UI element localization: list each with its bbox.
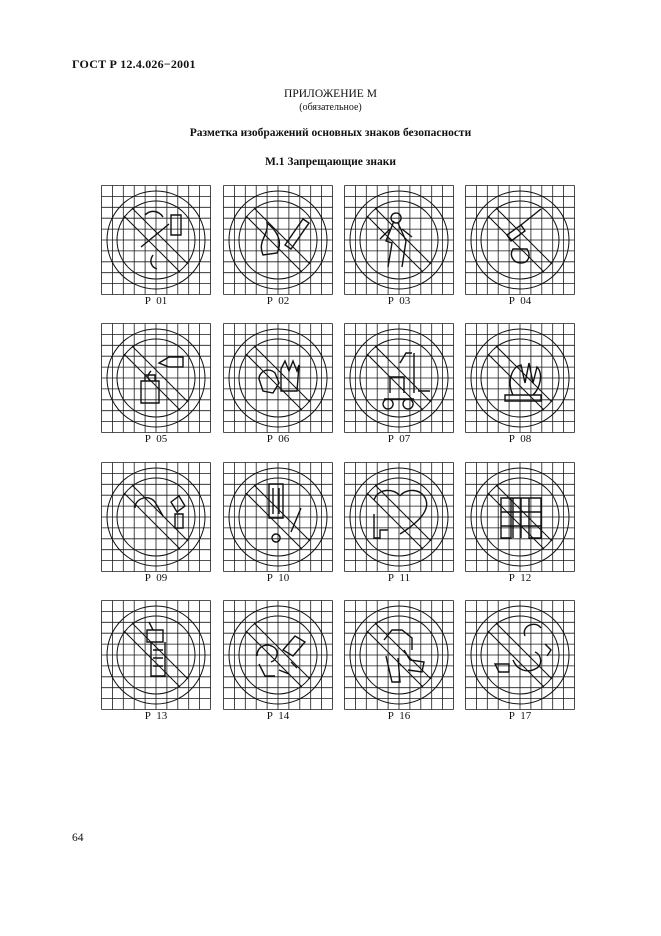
sign-cell (465, 185, 575, 313)
sign-cell (101, 462, 211, 590)
diagonal-bar (124, 354, 180, 410)
no-stepping-pictogram-icon (344, 600, 454, 710)
sign-cell (344, 600, 454, 728)
sign-label: Р 13 (144, 710, 168, 722)
construction-grid (102, 601, 211, 710)
sign-label: Р 09 (144, 572, 168, 584)
construction-grid (345, 324, 454, 433)
no-forklift-pictogram-icon (344, 323, 454, 433)
sign-label: Р 05 (144, 433, 168, 445)
sign-cell (465, 600, 575, 728)
standard-code: ГОСТ Р 12.4.026−2001 (72, 57, 196, 71)
diagonal-bar (496, 485, 552, 541)
diagonal-bar (254, 346, 310, 402)
appendix-subtitle: (обязательное) (299, 102, 362, 113)
pictogram (257, 636, 305, 676)
sign-label: Р 03 (387, 295, 411, 307)
no-metal-pictogram-icon (223, 600, 333, 710)
pictogram (141, 357, 183, 403)
page-number: 64 (72, 832, 84, 844)
pictogram (501, 498, 541, 538)
sign-cell (223, 462, 333, 590)
sign-label: Р 11 (387, 572, 411, 584)
no-people-lift-pictogram-icon (465, 600, 575, 710)
sign-cell (223, 600, 333, 728)
construction-grid (102, 463, 211, 572)
construction-grid (102, 324, 211, 433)
do-not-block-pictogram-icon (465, 462, 575, 572)
sign-label: Р 02 (266, 295, 290, 307)
no-mobile-phone-pictogram-icon (101, 600, 211, 710)
sign-cell (344, 323, 454, 451)
construction-grid (466, 186, 575, 295)
no-water-extinguishing-pictogram-icon (465, 185, 575, 295)
diagonal-bar (367, 493, 423, 549)
section-heading: М.1 Запрещающие знаки (265, 156, 396, 168)
sign-label: Р 07 (387, 433, 411, 445)
diagonal-bar (367, 631, 423, 687)
sign-label: Р 01 (144, 295, 168, 307)
no-open-flame-pictogram-icon (223, 185, 333, 295)
diagonal-bar (375, 346, 431, 402)
no-pacemaker-pictogram-icon (344, 462, 454, 572)
diagonal-bar (132, 208, 188, 264)
sign-label: Р 12 (508, 572, 532, 584)
no-pedestrians-pictogram-icon (344, 185, 454, 295)
construction-grid (466, 463, 575, 572)
document-heading: Разметка изображений основных знаков безопасности (189, 127, 472, 139)
pictogram (261, 219, 309, 255)
diagonal-bar (496, 208, 552, 264)
do-not-touch-pictogram-icon (465, 323, 575, 433)
pictogram (495, 624, 551, 672)
construction-grid (466, 324, 575, 433)
not-drinking-water-pictogram-icon (101, 323, 211, 433)
construction-grid (345, 601, 454, 710)
pictogram (374, 490, 427, 538)
sign-cell (223, 323, 333, 451)
construction-grid (224, 601, 333, 710)
construction-grid (224, 324, 333, 433)
construction-grid (466, 601, 575, 710)
sign-cell (101, 185, 211, 313)
construction-grid (224, 186, 333, 295)
sign-cell (344, 462, 454, 590)
sign-label: Р 17 (508, 710, 532, 722)
sign-cell (101, 600, 211, 728)
construction-grid (102, 186, 211, 295)
diagonal-bar (246, 631, 302, 687)
pictogram (505, 363, 541, 401)
diagonal-bar (367, 216, 423, 272)
sign-label: Р 14 (266, 710, 290, 722)
diagonal-bar (246, 216, 302, 272)
diagonal-bar (496, 346, 552, 402)
construction-grid (345, 186, 454, 295)
no-entry-unauthorized-pictogram-icon (223, 323, 333, 433)
appendix-title: ПРИЛОЖЕНИЕ М (284, 88, 377, 100)
diagonal-bar (254, 208, 310, 264)
sign-cell (223, 185, 333, 313)
sign-label: Р 06 (266, 433, 290, 445)
construction-grid (345, 463, 454, 572)
sign-label: Р 10 (266, 572, 290, 584)
diagonal-bar (254, 485, 310, 541)
diagonal-bar (132, 485, 188, 541)
pictogram (269, 484, 301, 542)
diagonal-bar (488, 493, 544, 549)
sign-label: Р 16 (387, 710, 411, 722)
diagonal-bar (132, 623, 188, 679)
diagonal-bar (488, 631, 544, 687)
diagonal-bar (488, 216, 544, 272)
construction-grid (224, 463, 333, 572)
diagonal-bar (246, 493, 302, 549)
sign-cell (101, 323, 211, 451)
diagonal-bar (124, 631, 180, 687)
do-not-touch-enclosure-pictogram-icon (101, 462, 211, 572)
sign-label: Р 04 (508, 295, 532, 307)
sign-cell (465, 462, 575, 590)
pictogram (259, 361, 299, 393)
no-smoking-pictogram-icon (101, 185, 211, 295)
sign-label: Р 08 (508, 433, 532, 445)
sign-cell (465, 323, 575, 451)
sign-cell (344, 185, 454, 313)
do-not-switch-on-pictogram-icon (223, 462, 333, 572)
